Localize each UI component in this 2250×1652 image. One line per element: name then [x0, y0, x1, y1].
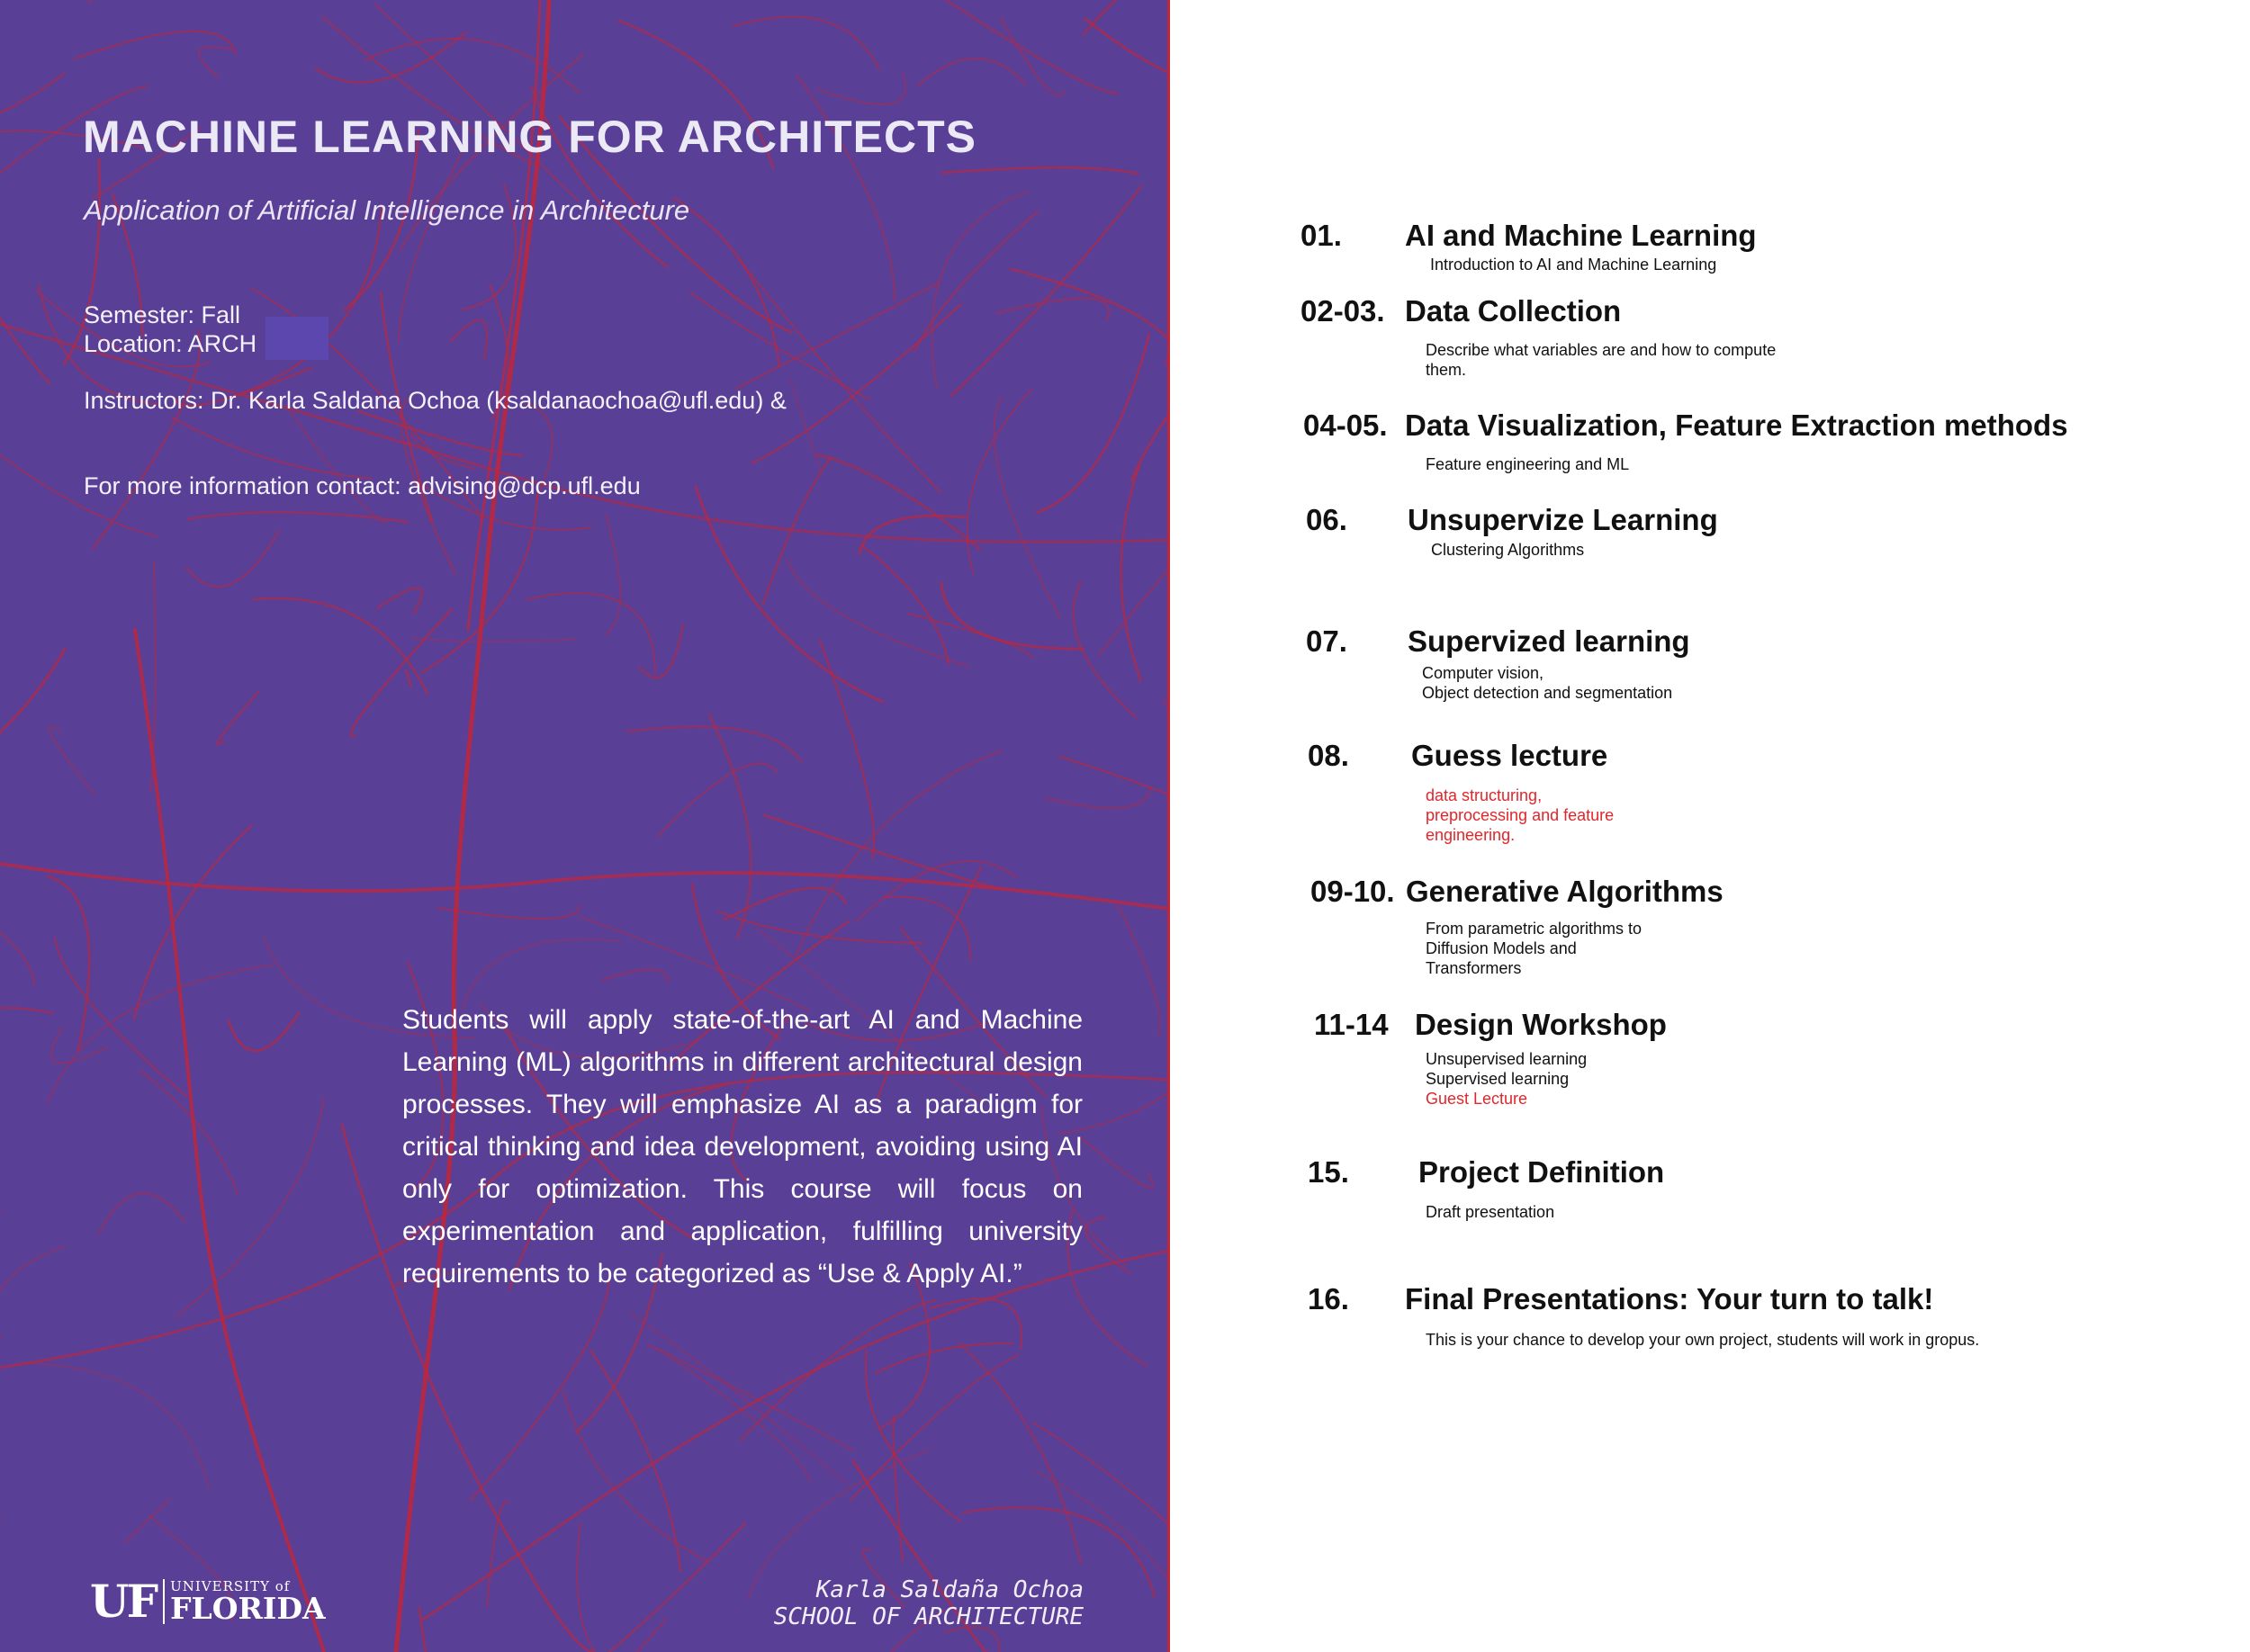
schedule-title: Generative Algorithms: [1406, 875, 1724, 908]
road-line: [254, 598, 428, 694]
road-line: [134, 826, 251, 1019]
road-line: [199, 47, 232, 77]
road-line: [690, 292, 869, 400]
road-line: [0, 1246, 65, 1339]
road-line: [93, 330, 200, 549]
road-line: [229, 1013, 299, 1051]
road-line: [75, 31, 236, 58]
road-line: [351, 609, 452, 736]
road-line: [55, 938, 187, 1097]
road-line: [718, 911, 923, 943]
road-line: [0, 871, 34, 985]
road-line: [217, 691, 259, 745]
logo-wordmark: [170, 1578, 326, 1626]
road-line: [941, 167, 1138, 174]
schedule-description: Diffusion Models and: [1426, 939, 1577, 957]
schedule-description: This is your chance to develop your own project, students will work in gropus.: [1426, 1331, 1980, 1349]
road-line: [0, 400, 157, 536]
schedule-title: Data Collection: [1405, 294, 1622, 328]
road-line: [590, 1351, 680, 1571]
road-line: [89, 0, 145, 3]
road-line: [640, 624, 683, 678]
road-line: [0, 1008, 53, 1051]
road-line: [471, 1271, 609, 1500]
road-line: [48, 876, 89, 1050]
road-line: [917, 58, 1026, 86]
road-line: [959, 1343, 1081, 1563]
road-line: [406, 670, 411, 687]
road-line: [124, 1499, 169, 1543]
author-school: SCHOOL OF ARCHITECTURE: [773, 1603, 1084, 1630]
road-line: [876, 1343, 1012, 1373]
road-line: [464, 1619, 666, 1652]
road-line: [1118, 905, 1160, 1035]
poster-edge: [1167, 0, 1170, 1652]
road-line: [606, 515, 620, 634]
schedule-number: 09-10.: [1310, 875, 1395, 908]
schedule-description: Guest Lecture: [1426, 1090, 1528, 1108]
road-line: [850, 1355, 1019, 1500]
road-line: [172, 417, 372, 479]
schedule-description: Draft presentation: [1426, 1203, 1555, 1221]
instructors-text: Instructors: Dr. Karla Saldana Ochoa (ksaldanaochoa@ufl.edu) &: [84, 387, 787, 414]
location-highlight: [266, 317, 328, 360]
road-line: [696, 487, 883, 702]
schedule-number: 08.: [1308, 739, 1349, 772]
road-line: [99, 1193, 184, 1234]
road-line: [602, 969, 668, 982]
road-line: [736, 283, 940, 389]
road-line: [919, 0, 1117, 94]
schedule-number: 06.: [1306, 503, 1347, 536]
road-line: [135, 630, 324, 1652]
schedule-description: Object detection and segmentation: [1422, 684, 1673, 702]
road-line: [647, 1344, 853, 1450]
road-line: [1060, 757, 1170, 820]
road-line: [657, 763, 778, 837]
road-line: [884, 897, 970, 960]
road-line: [860, 516, 965, 553]
logo-florida: FLORIDA: [170, 1591, 326, 1626]
schedule-number: 01.: [1300, 219, 1342, 252]
road-line: [526, 593, 655, 675]
schedule-title: Unsupervize Learning: [1408, 503, 1718, 536]
road-line: [931, 1298, 1022, 1349]
schedule-description: Computer vision,: [1422, 664, 1544, 682]
schedule-title: Final Presentations: Your turn to talk!: [1405, 1282, 1934, 1315]
location-text: Location: ARCH: [84, 330, 257, 357]
poster-subtitle: Application of Artificial Intelligence in Architecture: [84, 194, 690, 226]
uf-logo-mark: UF: [90, 1575, 157, 1628]
schedule-description: Transformers: [1426, 959, 1522, 977]
schedule-number: 11-14: [1314, 1008, 1389, 1041]
road-line: [734, 17, 879, 69]
road-line: [709, 714, 751, 938]
contact-text: For more information contact: advising@dcp.ufl.edu: [84, 472, 641, 499]
schedule-title: Project Definition: [1418, 1155, 1665, 1189]
road-line: [820, 641, 874, 858]
road-line: [863, 546, 949, 664]
road-line: [797, 76, 895, 301]
road-line: [521, 1523, 745, 1652]
schedule-description: From parametric algorithms to: [1426, 920, 1642, 938]
schedule-description: preprocessing and feature: [1426, 806, 1615, 824]
road-line: [577, 1523, 645, 1652]
road-line: [242, 208, 382, 393]
road-line: [627, 727, 801, 761]
schedule-description: Supervised learning: [1426, 1070, 1570, 1088]
road-line: [997, 299, 1109, 319]
schedule-description: data structuring,: [1426, 786, 1543, 804]
road-line: [438, 906, 580, 919]
road-line: [49, 726, 94, 795]
road-line: [0, 74, 64, 136]
course-description: Students will apply state-of-the-art AI and Machine Learning (ML) algorithms in different architectural design processes. They will emphasize AI as a paradigm for critical thinking and idea development, avoiding using AI only for optimization. This course will focus on experimentation and application, fulfilling university requirements to be categorized as “Use & Apply AI.”: [402, 1005, 1083, 1288]
road-line: [451, 320, 487, 358]
road-line: [1099, 539, 1170, 655]
logo-university: UNIVERSITY of: [170, 1578, 291, 1594]
schedule-title: Design Workshop: [1415, 1008, 1667, 1041]
schedule-title: Supervized learning: [1408, 624, 1690, 658]
schedule-number: 16.: [1308, 1282, 1349, 1315]
road-line: [796, 750, 1002, 956]
schedule-description: Feature engineering and ML: [1426, 455, 1630, 473]
university-logo: [90, 1576, 326, 1627]
schedule-description: Introduction to AI and Machine Learning: [1430, 256, 1717, 274]
poster-title: MACHINE LEARNING FOR ARCHITECTS: [83, 112, 977, 162]
road-line: [1120, 465, 1141, 681]
schedule-description: engineering.: [1426, 826, 1516, 844]
road-line: [578, 916, 809, 1010]
semester-text: Semester: Fall: [84, 301, 241, 328]
schedule-number: 04-05.: [1303, 409, 1388, 442]
author-name: Karla Saldaña Ochoa: [815, 1576, 1084, 1603]
schedule-description: Clustering Algorithms: [1431, 541, 1585, 559]
author-block: [774, 1576, 1084, 1630]
schedule-number: 02-03.: [1300, 294, 1385, 328]
road-line: [563, 1391, 708, 1562]
road-line: [1001, 18, 1064, 95]
road-line: [932, 192, 1027, 389]
road-line: [17, 1363, 209, 1488]
road-line: [908, 614, 1032, 658]
schedule-description: Unsupervised learning: [1426, 1050, 1588, 1068]
road-line: [0, 160, 50, 383]
schedule-description: Describe what variables are and how to compute: [1426, 341, 1777, 359]
schedule-title: AI and Machine Learning: [1405, 219, 1757, 252]
schedule-title: Data Visualization, Feature Extraction methods: [1405, 409, 2068, 442]
road-line: [423, 1251, 1170, 1620]
schedule-number: 15.: [1308, 1155, 1349, 1189]
road-line: [1046, 787, 1150, 808]
road-line: [1080, 1137, 1153, 1188]
road-line: [1011, 269, 1170, 344]
road-line: [412, 638, 574, 642]
road-line: [1085, 19, 1170, 99]
road-line: [377, 588, 422, 613]
road-line: [468, 0, 540, 630]
road-line: [788, 560, 969, 667]
road-line: [941, 583, 1083, 649]
road-line: [419, 1608, 532, 1652]
road-line: [186, 531, 279, 587]
road-line: [739, 259, 940, 492]
logo-divider: [163, 1579, 165, 1624]
road-line: [893, 1416, 903, 1562]
road-line: [176, 1098, 324, 1316]
schedule-description: them.: [1426, 361, 1467, 379]
road-line: [188, 512, 408, 522]
road-line: [724, 888, 846, 920]
road-line: [816, 74, 905, 104]
schedule-title: Guess lecture: [1411, 739, 1608, 772]
road-line: [945, 1627, 1000, 1652]
schedule-number: 07.: [1306, 624, 1347, 658]
road-line: [914, 211, 1038, 352]
